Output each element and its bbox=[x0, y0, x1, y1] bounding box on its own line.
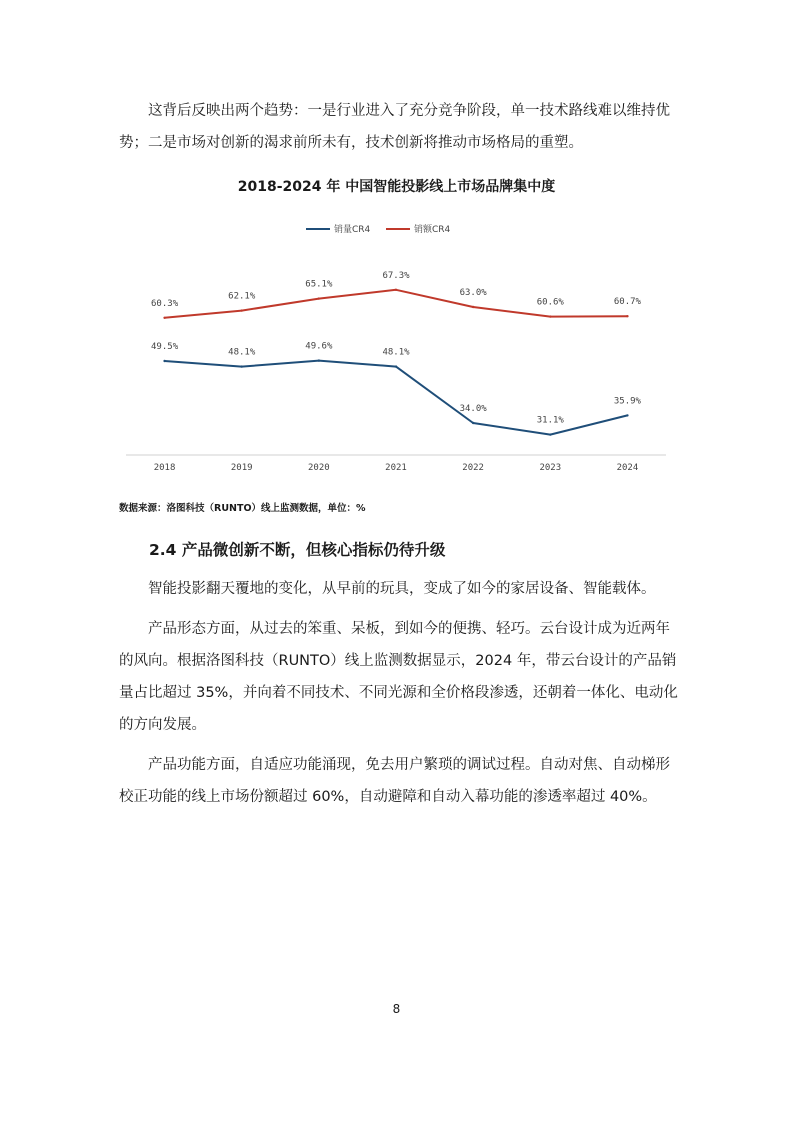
body-paragraph-3: 产品功能方面，自适应功能涌现，免去用户繁琐的调试过程。自动对焦、自动梯形校正功能的线上市场份额超过 60%，自动避障和自动入幕功能的渗透率超过 40%。 bbox=[119, 757, 670, 805]
x-tick-label: 2022 bbox=[462, 463, 484, 473]
data-label: 67.3% bbox=[382, 270, 410, 281]
x-tick-label: 2024 bbox=[616, 463, 639, 473]
source-note: 数据来源：洛图科技（RUNTO）线上监测数据，单位：% bbox=[119, 503, 366, 514]
body-text bbox=[119, 573, 679, 813]
data-label: 60.6% bbox=[536, 297, 564, 308]
data-label: 34.0% bbox=[459, 404, 487, 414]
x-tick-label: 2019 bbox=[230, 463, 253, 473]
data-point bbox=[241, 309, 243, 311]
data-point bbox=[318, 297, 320, 299]
data-label: 65.1% bbox=[305, 279, 333, 290]
data-point bbox=[626, 414, 628, 416]
data-label: 62.1% bbox=[228, 291, 256, 302]
data-point bbox=[318, 359, 320, 361]
data-point bbox=[163, 317, 165, 319]
x-tick-label: 2020 bbox=[308, 463, 330, 473]
section-heading: 2.4 产品微创新不断，但核心指标仍待升级 bbox=[149, 541, 446, 559]
data-point bbox=[626, 315, 628, 317]
legend-label: 销额CR4 bbox=[414, 225, 451, 235]
data-point bbox=[163, 360, 165, 362]
page-number: 8 bbox=[392, 1002, 401, 1016]
data-point bbox=[395, 289, 397, 291]
data-point bbox=[472, 306, 474, 308]
data-label: 60.7% bbox=[613, 297, 641, 308]
data-point bbox=[549, 315, 551, 317]
line-chart bbox=[110, 215, 680, 480]
legend-label: 销量CR4 bbox=[334, 225, 371, 235]
body-paragraph-1: 智能投影翻天覆地的变化，从早前的玩具，变成了如今的家居设备、智能载体。 bbox=[148, 581, 656, 597]
intro-paragraph bbox=[119, 95, 679, 159]
data-label: 49.6% bbox=[305, 341, 333, 352]
data-label: 48.1% bbox=[228, 347, 256, 358]
intro-text: 这背后反映出两个趋势：一是行业进入了充分竞争阶段，单一技术路线难以维持优势；二是市场对创新的渴求前所未有，技术创新将推动市场格局的重塑。 bbox=[119, 103, 670, 151]
x-tick-label: 2023 bbox=[539, 463, 562, 473]
data-point bbox=[395, 365, 397, 367]
x-tick-label: 2018 bbox=[153, 463, 176, 473]
body-paragraph-2: 产品形态方面，从过去的笨重、呆板，到如今的便携、轻巧。云台设计成为近两年的风向。根据洛图科技（RUNTO）线上监测数据显示，2024 年，带云台设计的产品销量占比超过 35%，并向着不同技术、不同光源和全价格段渗透，还朝着一体化、电动化的方向发展。 bbox=[119, 621, 678, 733]
x-tick-label: 2021 bbox=[385, 463, 407, 473]
data-point bbox=[549, 433, 551, 435]
data-point bbox=[472, 422, 474, 424]
data-label: 60.3% bbox=[151, 298, 179, 309]
data-label: 35.9% bbox=[613, 396, 641, 407]
chart-title: 2018-2024 年 中国智能投影线上市场品牌集中度 bbox=[237, 179, 556, 195]
data-point bbox=[241, 365, 243, 367]
data-label: 49.5% bbox=[151, 342, 179, 352]
data-label: 48.1% bbox=[382, 347, 410, 358]
data-label: 63.0% bbox=[459, 288, 487, 298]
data-label: 31.1% bbox=[536, 415, 564, 426]
